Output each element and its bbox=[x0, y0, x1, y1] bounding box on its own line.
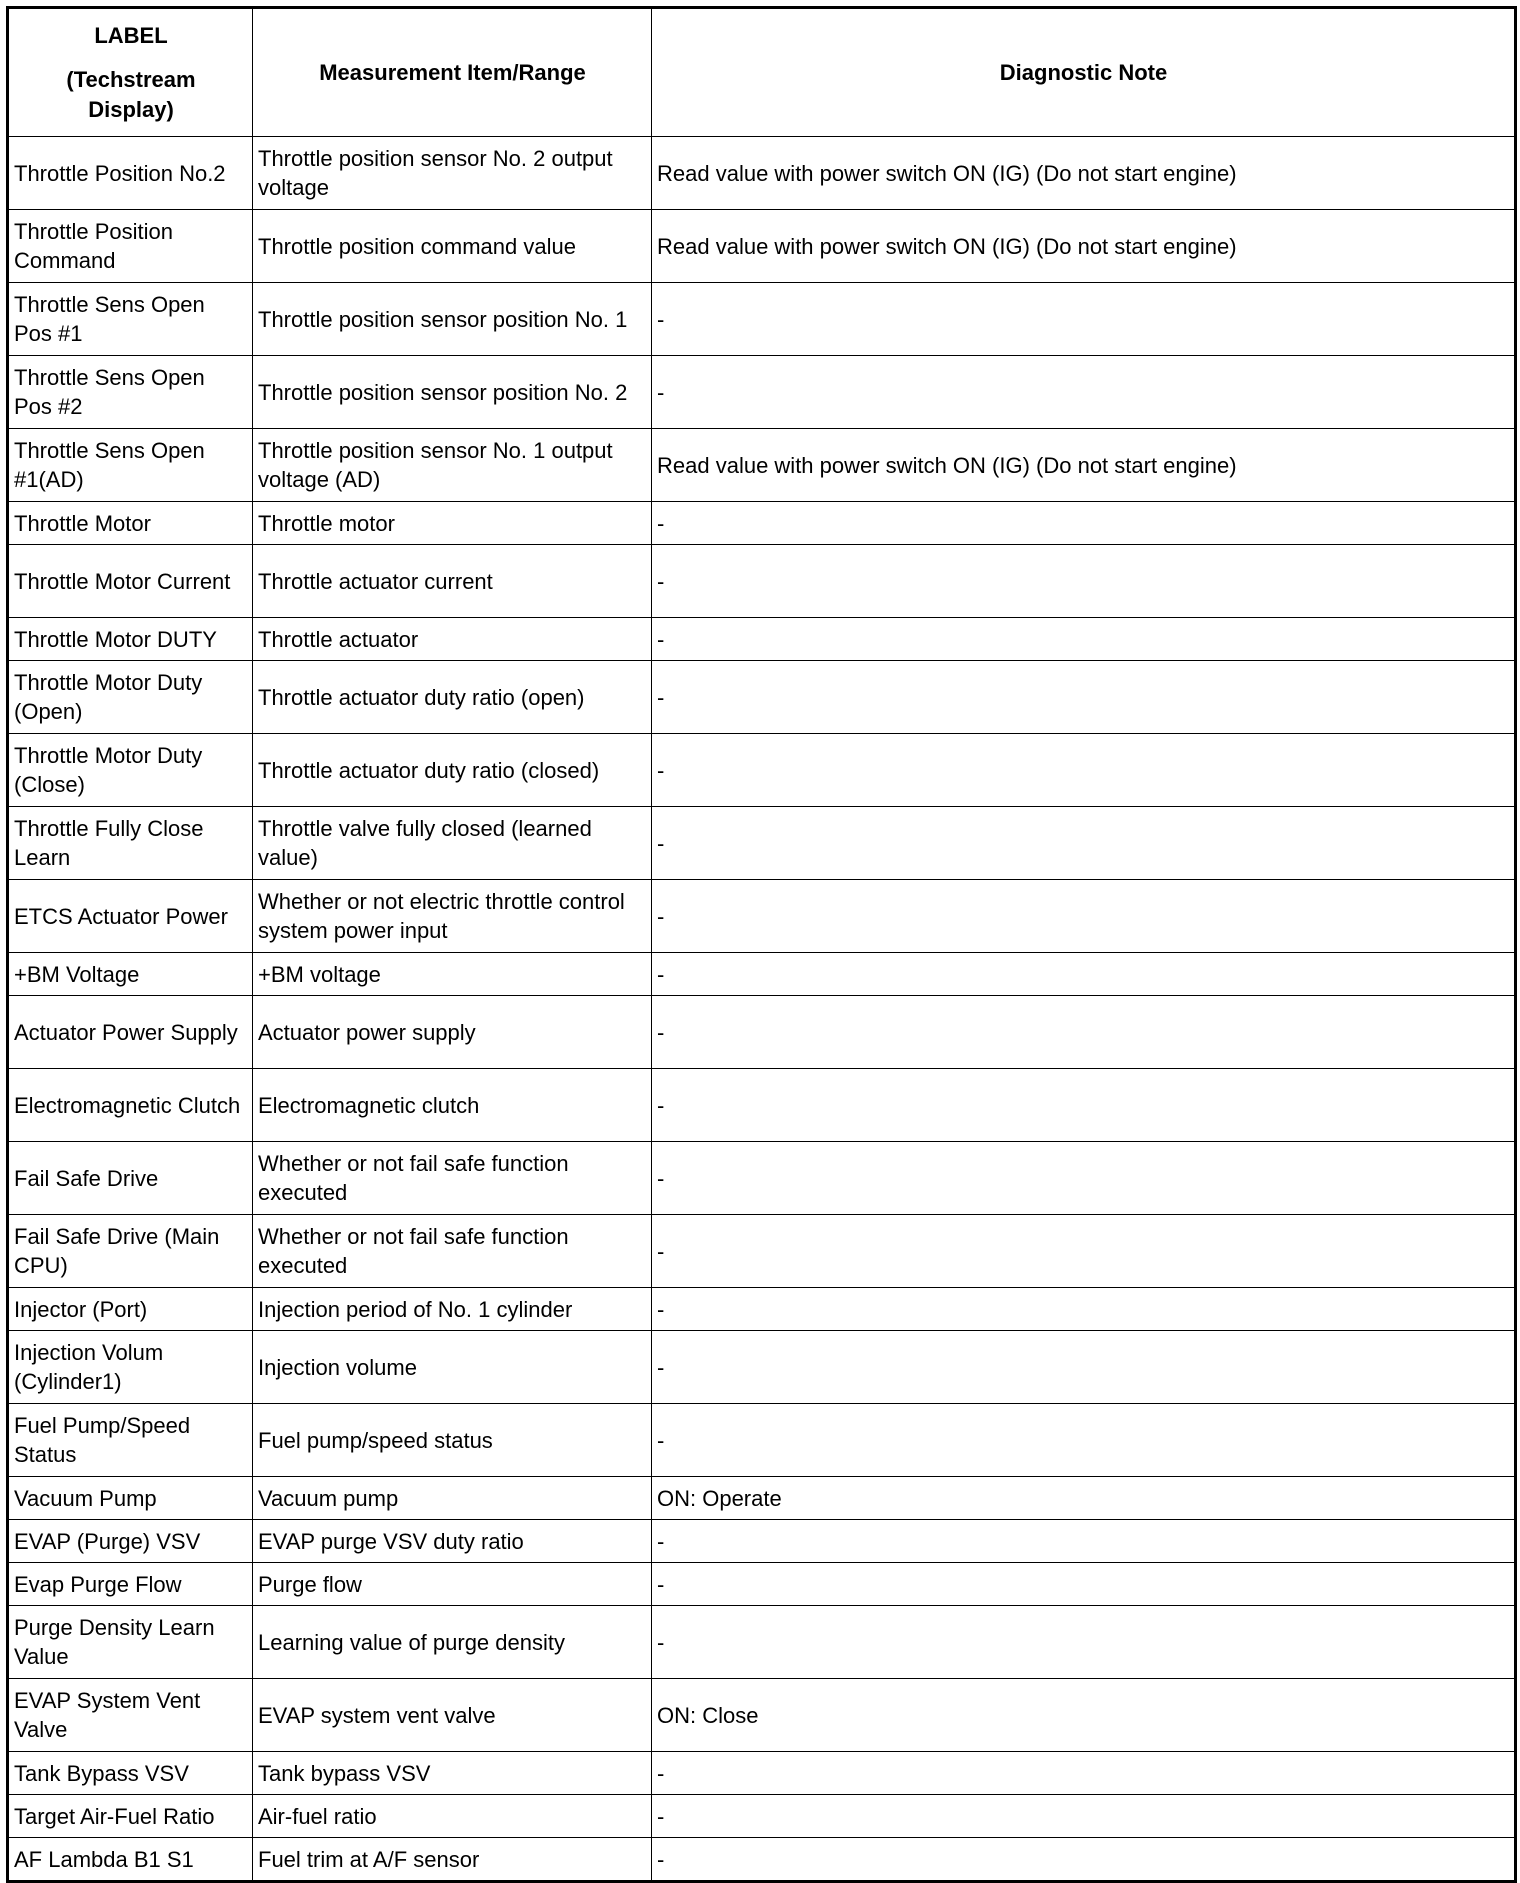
cell-label: Purge Density Learn Value bbox=[8, 1606, 253, 1679]
header-measurement: Measurement Item/Range bbox=[253, 8, 652, 137]
table-row bbox=[8, 1752, 1516, 1795]
cell-label: Electromagnetic Clutch bbox=[8, 1069, 253, 1142]
cell-label: Evap Purge Flow bbox=[8, 1563, 253, 1606]
cell-diagnostic-note: - bbox=[652, 356, 1516, 429]
cell-diagnostic-note: - bbox=[652, 1215, 1516, 1288]
cell-diagnostic-note: - bbox=[652, 1520, 1516, 1563]
cell-measurement-item: Whether or not fail safe function executed bbox=[253, 1215, 652, 1288]
table-row bbox=[8, 1069, 1516, 1142]
cell-measurement-item: Whether or not electric throttle control system power input bbox=[253, 880, 652, 953]
table-row bbox=[8, 1142, 1516, 1215]
table-row bbox=[8, 880, 1516, 953]
cell-label: AF Lambda B1 S1 bbox=[8, 1838, 253, 1882]
cell-diagnostic-note: - bbox=[652, 1563, 1516, 1606]
cell-measurement-item: EVAP purge VSV duty ratio bbox=[253, 1520, 652, 1563]
cell-measurement-item: Fuel pump/speed status bbox=[253, 1404, 652, 1477]
cell-measurement-item: Throttle actuator current bbox=[253, 545, 652, 618]
table-row bbox=[8, 1331, 1516, 1404]
cell-diagnostic-note: Read value with power switch ON (IG) (Do not start engine) bbox=[652, 429, 1516, 502]
cell-label: Target Air-Fuel Ratio bbox=[8, 1795, 253, 1838]
cell-measurement-item: Injection volume bbox=[253, 1331, 652, 1404]
cell-diagnostic-note: Read value with power switch ON (IG) (Do not start engine) bbox=[652, 137, 1516, 210]
cell-diagnostic-note: - bbox=[652, 661, 1516, 734]
cell-diagnostic-note: - bbox=[652, 734, 1516, 807]
header-label-subtitle: (Techstream Display) bbox=[66, 66, 196, 122]
table-row bbox=[8, 807, 1516, 880]
cell-label: Vacuum Pump bbox=[8, 1477, 253, 1520]
cell-diagnostic-note: - bbox=[652, 1795, 1516, 1838]
cell-label: Actuator Power Supply bbox=[8, 996, 253, 1069]
table-row bbox=[8, 953, 1516, 996]
cell-diagnostic-note: - bbox=[652, 1069, 1516, 1142]
table-row bbox=[8, 661, 1516, 734]
cell-diagnostic-note: - bbox=[652, 807, 1516, 880]
cell-measurement-item: Vacuum pump bbox=[253, 1477, 652, 1520]
cell-label: Tank Bypass VSV bbox=[8, 1752, 253, 1795]
table-row bbox=[8, 1838, 1516, 1882]
cell-measurement-item: Injection period of No. 1 cylinder bbox=[253, 1288, 652, 1331]
cell-label: Throttle Sens Open #1(AD) bbox=[8, 429, 253, 502]
cell-label: Throttle Motor Current bbox=[8, 545, 253, 618]
cell-measurement-item: Throttle motor bbox=[253, 502, 652, 545]
cell-diagnostic-note: - bbox=[652, 283, 1516, 356]
header-label-title: LABEL bbox=[94, 22, 168, 48]
cell-measurement-item: Throttle valve fully closed (learned value) bbox=[253, 807, 652, 880]
cell-label: +BM Voltage bbox=[8, 953, 253, 996]
cell-label: Injector (Port) bbox=[8, 1288, 253, 1331]
cell-diagnostic-note: - bbox=[652, 1838, 1516, 1882]
cell-diagnostic-note: - bbox=[652, 618, 1516, 661]
table-row bbox=[8, 210, 1516, 283]
cell-label: EVAP (Purge) VSV bbox=[8, 1520, 253, 1563]
cell-measurement-item: Actuator power supply bbox=[253, 996, 652, 1069]
cell-diagnostic-note: - bbox=[652, 880, 1516, 953]
cell-measurement-item: Learning value of purge density bbox=[253, 1606, 652, 1679]
cell-measurement-item: Throttle position command value bbox=[253, 210, 652, 283]
table-row bbox=[8, 1477, 1516, 1520]
table-row bbox=[8, 1520, 1516, 1563]
header-label bbox=[8, 8, 253, 137]
cell-diagnostic-note: - bbox=[652, 1142, 1516, 1215]
table-row bbox=[8, 1606, 1516, 1679]
cell-diagnostic-note: - bbox=[652, 1288, 1516, 1331]
header-note: Diagnostic Note bbox=[652, 8, 1516, 137]
cell-label: Throttle Motor DUTY bbox=[8, 618, 253, 661]
cell-measurement-item: Throttle actuator bbox=[253, 618, 652, 661]
table-row bbox=[8, 734, 1516, 807]
cell-measurement-item: Throttle position sensor position No. 1 bbox=[253, 283, 652, 356]
cell-diagnostic-note: - bbox=[652, 996, 1516, 1069]
cell-label: Throttle Fully Close Learn bbox=[8, 807, 253, 880]
table-row bbox=[8, 429, 1516, 502]
cell-label: ETCS Actuator Power bbox=[8, 880, 253, 953]
table-row bbox=[8, 283, 1516, 356]
cell-label: Throttle Motor Duty (Open) bbox=[8, 661, 253, 734]
table-row bbox=[8, 502, 1516, 545]
cell-measurement-item: Throttle position sensor position No. 2 bbox=[253, 356, 652, 429]
cell-diagnostic-note: ON: Operate bbox=[652, 1477, 1516, 1520]
cell-measurement-item: Throttle actuator duty ratio (open) bbox=[253, 661, 652, 734]
table-row bbox=[8, 996, 1516, 1069]
cell-measurement-item: Electromagnetic clutch bbox=[253, 1069, 652, 1142]
cell-measurement-item: +BM voltage bbox=[253, 953, 652, 996]
cell-measurement-item: Throttle position sensor No. 1 output voltage (AD) bbox=[253, 429, 652, 502]
cell-measurement-item: Air-fuel ratio bbox=[253, 1795, 652, 1838]
cell-diagnostic-note: - bbox=[652, 1404, 1516, 1477]
cell-diagnostic-note: Read value with power switch ON (IG) (Do not start engine) bbox=[652, 210, 1516, 283]
cell-diagnostic-note: - bbox=[652, 1606, 1516, 1679]
cell-label: Throttle Position Command bbox=[8, 210, 253, 283]
table-row bbox=[8, 1215, 1516, 1288]
cell-measurement-item: Tank bypass VSV bbox=[253, 1752, 652, 1795]
cell-measurement-item: Whether or not fail safe function executed bbox=[253, 1142, 652, 1215]
table-row bbox=[8, 545, 1516, 618]
table-row bbox=[8, 137, 1516, 210]
cell-label: Fail Safe Drive (Main CPU) bbox=[8, 1215, 253, 1288]
table-row bbox=[8, 1563, 1516, 1606]
table-row bbox=[8, 1288, 1516, 1331]
table-row bbox=[8, 1679, 1516, 1752]
cell-label: Throttle Position No.2 bbox=[8, 137, 253, 210]
cell-label: EVAP System Vent Valve bbox=[8, 1679, 253, 1752]
cell-measurement-item: Fuel trim at A/F sensor bbox=[253, 1838, 652, 1882]
cell-label: Fuel Pump/Speed Status bbox=[8, 1404, 253, 1477]
cell-diagnostic-note: - bbox=[652, 953, 1516, 996]
cell-diagnostic-note: - bbox=[652, 545, 1516, 618]
cell-diagnostic-note: - bbox=[652, 1752, 1516, 1795]
cell-label: Injection Volum (Cylinder1) bbox=[8, 1331, 253, 1404]
cell-diagnostic-note: - bbox=[652, 1331, 1516, 1404]
table-row bbox=[8, 1795, 1516, 1838]
cell-label: Throttle Motor bbox=[8, 502, 253, 545]
cell-diagnostic-note: ON: Close bbox=[652, 1679, 1516, 1752]
cell-label: Throttle Sens Open Pos #2 bbox=[8, 356, 253, 429]
cell-label: Throttle Sens Open Pos #1 bbox=[8, 283, 253, 356]
cell-measurement-item: Throttle position sensor No. 2 output voltage bbox=[253, 137, 652, 210]
cell-measurement-item: Throttle actuator duty ratio (closed) bbox=[253, 734, 652, 807]
table-row bbox=[8, 618, 1516, 661]
cell-measurement-item: Purge flow bbox=[253, 1563, 652, 1606]
cell-label: Fail Safe Drive bbox=[8, 1142, 253, 1215]
cell-diagnostic-note: - bbox=[652, 502, 1516, 545]
table-row bbox=[8, 1404, 1516, 1477]
data-list-table bbox=[6, 6, 1517, 1883]
cell-measurement-item: EVAP system vent valve bbox=[253, 1679, 652, 1752]
table-header-row bbox=[8, 8, 1516, 137]
cell-label: Throttle Motor Duty (Close) bbox=[8, 734, 253, 807]
table-row bbox=[8, 356, 1516, 429]
